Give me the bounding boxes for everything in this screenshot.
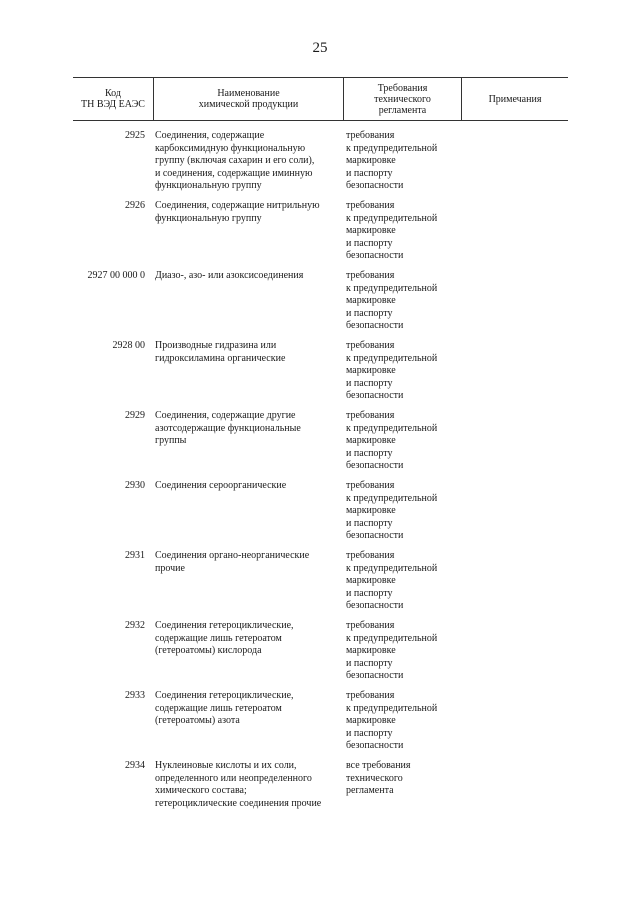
page-number: 25 [312, 40, 328, 56]
table-header [73, 77, 568, 121]
requirements-cell: требования к предупредительной маркировке и паспорту безопасности [346, 130, 438, 191]
requirements-cell: требования к предупредительной маркировке и паспорту безопасности [346, 270, 438, 331]
name-cell: Соединения сероорганические [155, 480, 287, 491]
requirements-cell: требования к предупредительной маркировке и паспорту безопасности [346, 410, 438, 471]
code-cell: 2933 [125, 690, 145, 701]
requirements-cell: требования к предупредительной маркировке и паспорту безопасности [346, 620, 438, 681]
header-notes: Примечания [488, 93, 542, 105]
code-cell: 2934 [125, 760, 145, 771]
requirements-cell: требования к предупредительной маркировке и паспорту безопасности [346, 340, 438, 401]
header-code: Код ТН ВЭД ЕАЭС [81, 88, 145, 110]
code-cell: 2931 [125, 550, 145, 561]
code-cell: 2932 [125, 620, 145, 631]
name-cell: Соединения органо-неорганические прочие [155, 550, 310, 574]
requirements-cell: все требования технического регламента [346, 760, 411, 796]
code-cell: 2926 [125, 200, 145, 211]
code-cell: 2927 00 000 0 [87, 270, 145, 281]
requirements-cell: требования к предупредительной маркировке и паспорту безопасности [346, 550, 438, 611]
requirements-cell: требования к предупредительной маркировке и паспорту безопасности [346, 480, 438, 541]
header-name: Наименование химической продукции [198, 88, 299, 110]
code-cell: 2930 [125, 480, 145, 491]
name-cell: Соединения гетероциклические, содержащие лишь гетероатом (гетероатомы) кислорода [155, 620, 294, 656]
name-cell: Производные гидразина или гидроксиламина органические [155, 340, 286, 364]
code-cell: 2929 [125, 410, 145, 421]
requirements-cell: требования к предупредительной маркировке и паспорту безопасности [346, 690, 438, 751]
name-cell: Соединения, содержащие карбоксимидную функциональную группу (включая сахарин и его соли), и соединения, содержащие иминную функциональную группу [155, 130, 315, 191]
name-cell: Соединения гетероциклические, содержащие лишь гетероатом (гетероатомы) азота [155, 690, 294, 726]
name-cell: Нуклеиновые кислоты и их соли, определенного или неопределенного химического состава; гетероциклические соединения прочие [155, 760, 322, 809]
code-cell: 2928 00 [112, 340, 145, 351]
name-cell: Диазо-, азо- или азоксисоединения [155, 270, 304, 281]
name-cell: Соединения, содержащие другие азотсодержащие функциональные группы [155, 410, 301, 446]
code-cell: 2925 [125, 130, 145, 141]
name-cell: Соединения, содержащие нитрильную функциональную группу [155, 200, 320, 224]
requirements-cell: требования к предупредительной маркировке и паспорту безопасности [346, 200, 438, 261]
header-requirements: Требования технического регламента [374, 82, 431, 116]
